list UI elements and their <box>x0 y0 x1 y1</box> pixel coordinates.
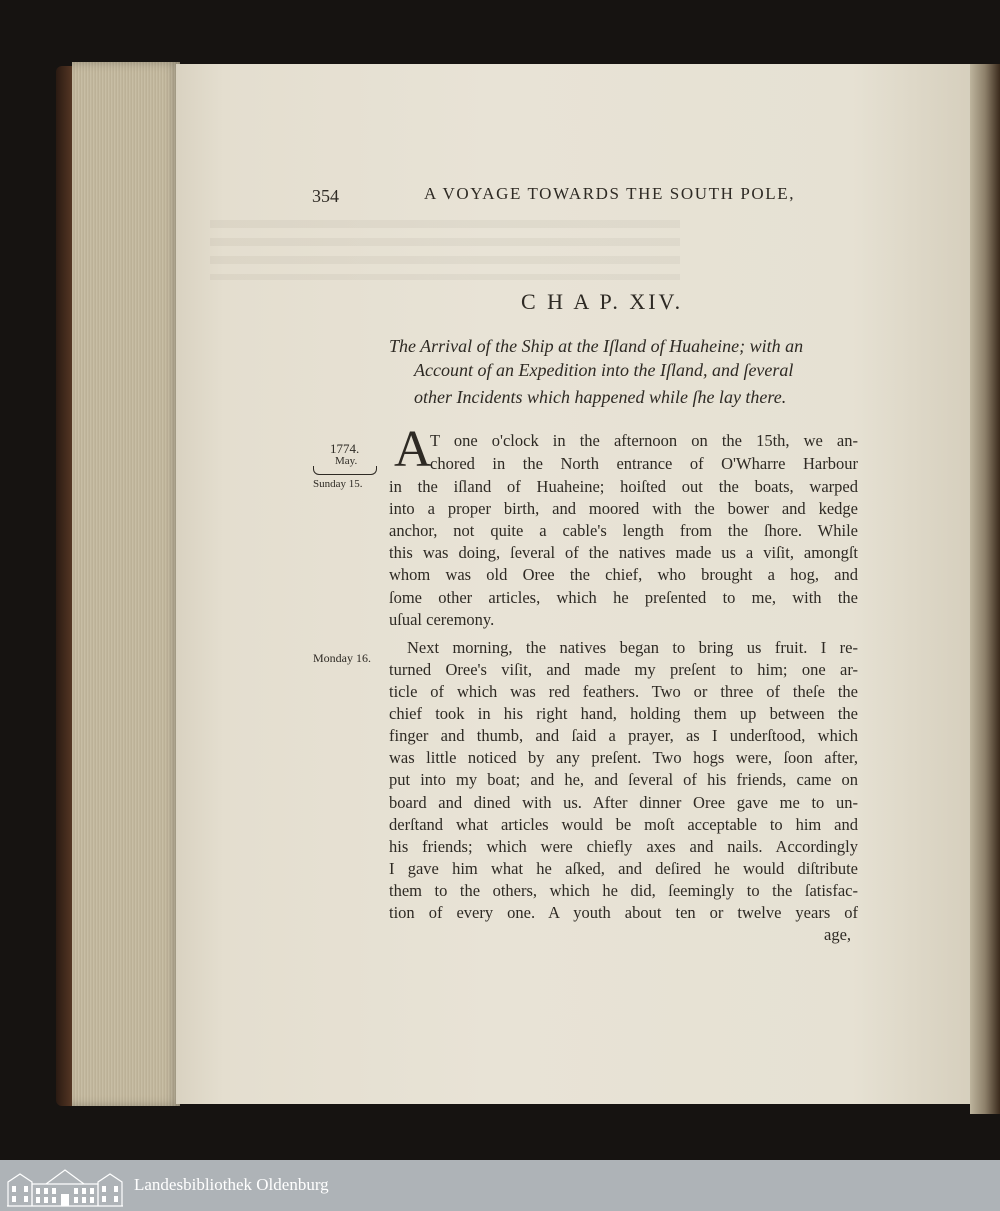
chapter-subtitle-line: Account of an Expedition into the Iſland, and ſeveral <box>414 360 794 380</box>
body-line: them to the others, which he did, ſeemingly to the ſatisfac- <box>389 881 858 900</box>
body-line: this was doing, ſeveral of the natives made us a viſit, amongſt <box>389 543 858 562</box>
body-line: chief took in his right hand, holding them up between the <box>389 704 858 723</box>
body-line: board and dined with us. After dinner Oree gave me to un- <box>389 793 858 812</box>
body-line: anchor, not quite a cable's length from the ſhore. While <box>389 521 858 540</box>
library-footer <box>0 1160 1000 1211</box>
running-head: A VOYAGE TOWARDS THE SOUTH POLE, <box>424 184 796 203</box>
facing-page-edge <box>970 64 1000 1114</box>
body-line: I gave him what he aſked, and deſired he would diſtribute <box>389 859 858 878</box>
body-line: tion of every one. A youth about ten or twelve years of <box>389 903 858 922</box>
page-number: 354 <box>312 186 339 206</box>
body-line: chored in the North entrance of O'Wharre Harbour <box>430 454 858 473</box>
body-line: his friends; which were chiefly axes and nails. Accordingly <box>389 837 858 856</box>
body-line: Next morning, the natives began to bring us fruit. I re- <box>407 638 858 657</box>
margin-brace <box>313 466 377 475</box>
library-building-icon <box>6 1164 124 1208</box>
chapter-heading: C H A P. XIV. <box>521 289 684 314</box>
body-line: put into my boat; and he, and ſeveral of his friends, came on <box>389 770 858 789</box>
body-line: T one o'clock in the afternoon on the 15th, we an- <box>430 431 858 450</box>
margin-date-monday: Monday 16. <box>313 651 371 665</box>
body-line: uſual ceremony. <box>389 610 495 629</box>
library-name: Landesbibliothek Oldenburg <box>134 1175 329 1194</box>
body-line: in the iſland of Huaheine; hoiſted out the boats, warped <box>389 477 858 496</box>
drop-cap: A <box>394 421 432 478</box>
page-stack-edges <box>72 62 180 1106</box>
body-line: was little noticed by any preſent. Two hogs were, ſoon after, <box>389 748 858 767</box>
chapter-subtitle-line: other Incidents which happened while ſhe lay there. <box>414 387 787 407</box>
body-line: whom was old Oree the chief, who brought a hog, and <box>389 565 858 584</box>
body-line: into a proper birth, and moored with the bower and kedge <box>389 499 858 518</box>
show-through-text <box>210 210 680 280</box>
margin-year: 1774. <box>330 441 360 456</box>
margin-month: May. <box>335 455 358 467</box>
body-line: derſtand what articles would be moſt acceptable to him and <box>389 815 858 834</box>
body-line: finger and thumb, and ſaid a prayer, as I underſtood, which <box>389 726 858 745</box>
body-line: turned Oree's viſit, and made my preſent to him; one ar- <box>389 660 858 679</box>
catchword: age, <box>824 925 852 944</box>
body-line: ticle of which was red feathers. Two or three of theſe the <box>389 682 858 701</box>
margin-date-sunday: Sunday 15. <box>313 478 363 490</box>
body-line: ſome other articles, which he preſented to me, with the <box>389 588 858 607</box>
chapter-subtitle-line: The Arrival of the Ship at the Iſland of Huaheine; with an <box>389 336 804 356</box>
